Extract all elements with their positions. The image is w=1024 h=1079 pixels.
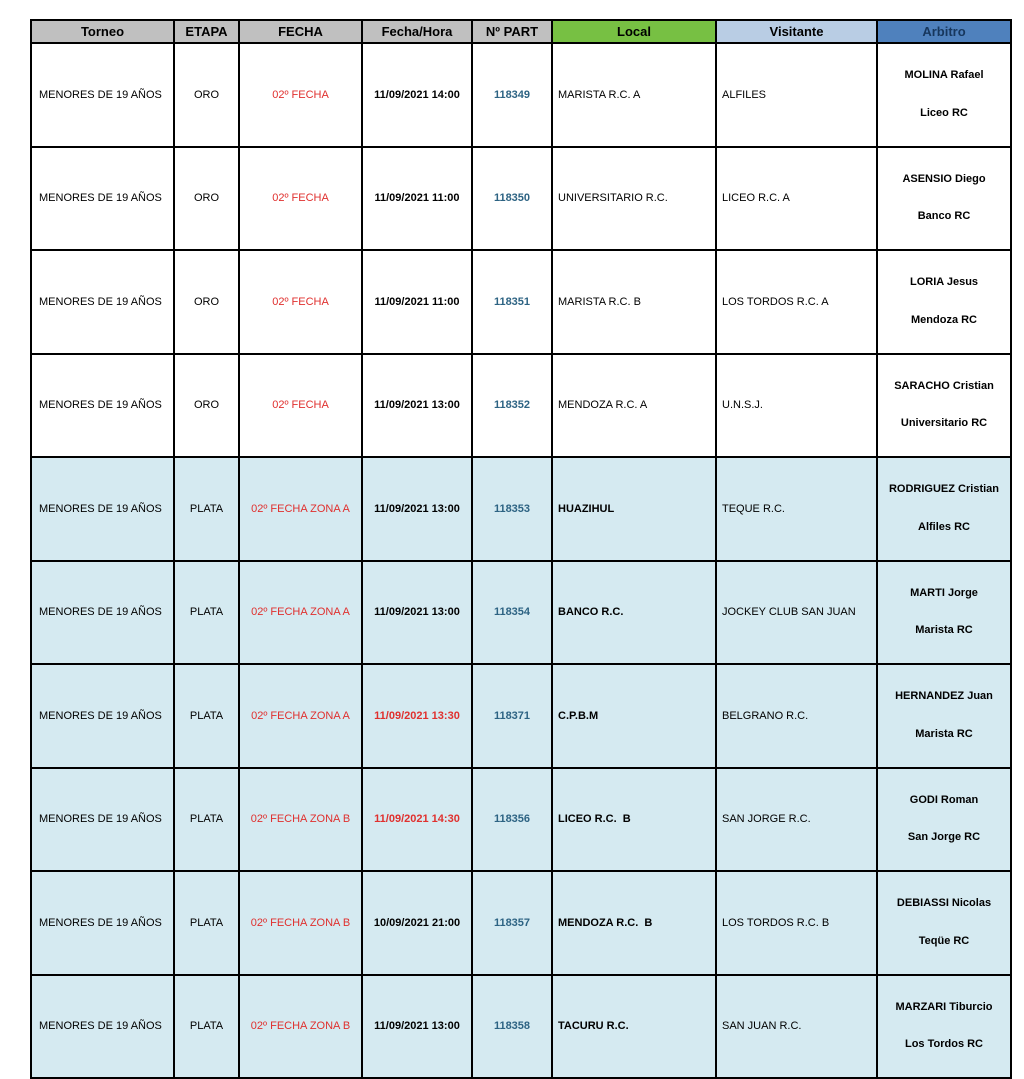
- tournament-cell: MENORES DE 19 AÑOS: [31, 354, 174, 458]
- fixture-row: [31, 871, 1011, 975]
- local-team-cell: C.P.B.M: [552, 664, 716, 768]
- local-team-cell: LICEO R.C. B: [552, 768, 716, 872]
- visiting-team-cell: BELGRANO R.C.: [716, 664, 877, 768]
- tournament-cell: MENORES DE 19 AÑOS: [31, 871, 174, 975]
- datetime-cell: 10/09/2021 21:00: [362, 871, 472, 975]
- stage-cell: ORO: [174, 354, 239, 458]
- fixture-row: [31, 147, 1011, 251]
- referee-club: Alfiles RC: [918, 520, 970, 533]
- referee-club: Mendoza RC: [911, 313, 977, 326]
- round-cell: 02º FECHA ZONA A: [239, 561, 362, 665]
- referee-name: RODRIGUEZ Cristian: [888, 483, 999, 495]
- match-number-link[interactable]: 118356: [472, 768, 552, 872]
- local-team-cell: MENDOZA R.C. A: [552, 354, 716, 458]
- match-number-link[interactable]: 118371: [472, 664, 552, 768]
- referee-club: Los Tordos RC: [904, 1038, 983, 1051]
- local-team-cell: TACURU R.C.: [552, 975, 716, 1079]
- datetime-cell: 11/09/2021 13:00: [362, 354, 472, 458]
- round-cell: 02º FECHA ZONA B: [239, 768, 362, 872]
- col-header-fecha-hora: Fecha/Hora: [362, 20, 472, 43]
- referee-club: Marista RC: [915, 624, 973, 637]
- visiting-team-cell: LOS TORDOS R.C. B: [716, 871, 877, 975]
- round-cell: 02º FECHA: [239, 354, 362, 458]
- local-team-cell: UNIVERSITARIO R.C.: [552, 147, 716, 251]
- referee-name: MARZARI Tiburcio: [895, 1000, 993, 1013]
- referee-cell: [877, 871, 1011, 975]
- referee-cell: [877, 147, 1011, 251]
- local-team-cell: MARISTA R.C. B: [552, 250, 716, 354]
- stage-cell: PLATA: [174, 871, 239, 975]
- datetime-cell: 11/09/2021 11:00: [362, 147, 472, 251]
- round-cell: 02º FECHA: [239, 147, 362, 251]
- stage-cell: ORO: [174, 250, 239, 354]
- visiting-team-cell: U.N.S.J.: [716, 354, 877, 458]
- visiting-team-cell: TEQUE R.C.: [716, 457, 877, 561]
- referee-cell: [877, 354, 1011, 458]
- round-cell: 02º FECHA ZONA A: [239, 457, 362, 561]
- tournament-cell: MENORES DE 19 AÑOS: [31, 664, 174, 768]
- tournament-cell: MENORES DE 19 AÑOS: [31, 457, 174, 561]
- fixture-row: [31, 975, 1011, 1079]
- col-header-etapa: ETAPA: [174, 20, 239, 43]
- datetime-cell: 11/09/2021 13:30: [362, 664, 472, 768]
- datetime-cell: 11/09/2021 11:00: [362, 250, 472, 354]
- col-header-fecha: FECHA: [239, 20, 362, 43]
- match-number-link[interactable]: 118351: [472, 250, 552, 354]
- referee-club: San Jorge RC: [907, 831, 981, 844]
- local-team-cell: MENDOZA R.C. B: [552, 871, 716, 975]
- tournament-cell: MENORES DE 19 AÑOS: [31, 147, 174, 251]
- round-cell: 02º FECHA: [239, 250, 362, 354]
- visiting-team-cell: SAN JORGE R.C.: [716, 768, 877, 872]
- referee-club: Banco RC: [917, 210, 971, 223]
- stage-cell: PLATA: [174, 664, 239, 768]
- local-team-cell: HUAZIHUL: [552, 457, 716, 561]
- round-cell: 02º FECHA ZONA A: [239, 664, 362, 768]
- fixtures-table: [30, 19, 1012, 1079]
- datetime-cell: 11/09/2021 13:00: [362, 457, 472, 561]
- referee-name: MARTI Jorge: [910, 586, 978, 599]
- fixture-row: [31, 664, 1011, 768]
- referee-name: HERNANDEZ Juan: [895, 690, 993, 702]
- match-number-link[interactable]: 118354: [472, 561, 552, 665]
- referee-name: ASENSIO Diego: [902, 172, 986, 185]
- tournament-cell: MENORES DE 19 AÑOS: [31, 250, 174, 354]
- referee-cell: [877, 457, 1011, 561]
- stage-cell: PLATA: [174, 457, 239, 561]
- visiting-team-cell: ALFILES: [716, 43, 877, 147]
- tournament-cell: MENORES DE 19 AÑOS: [31, 975, 174, 1079]
- datetime-cell: 11/09/2021 14:00: [362, 43, 472, 147]
- stage-cell: PLATA: [174, 975, 239, 1079]
- match-number-link[interactable]: 118353: [472, 457, 552, 561]
- referee-name: DEBIASSI Nicolas: [896, 897, 992, 909]
- referee-name: LORIA Jesus: [909, 276, 979, 288]
- referee-name: MOLINA Rafael: [904, 69, 984, 81]
- header-row: [31, 20, 1011, 43]
- visiting-team-cell: SAN JUAN R.C.: [716, 975, 877, 1079]
- col-header-visitante: Visitante: [716, 20, 877, 43]
- referee-cell: [877, 43, 1011, 147]
- visiting-team-cell: LICEO R.C. A: [716, 147, 877, 251]
- match-number-link[interactable]: 118349: [472, 43, 552, 147]
- datetime-cell: 11/09/2021 14:30: [362, 768, 472, 872]
- match-number-link[interactable]: 118357: [472, 871, 552, 975]
- tournament-cell: MENORES DE 19 AÑOS: [31, 561, 174, 665]
- visiting-team-cell: JOCKEY CLUB SAN JUAN: [716, 561, 877, 665]
- fixture-row: [31, 457, 1011, 561]
- referee-name: SARACHO Cristian: [894, 379, 994, 392]
- fixture-row: [31, 561, 1011, 665]
- referee-club: Teqüe RC: [918, 934, 970, 947]
- datetime-cell: 11/09/2021 13:00: [362, 561, 472, 665]
- match-number-link[interactable]: 118352: [472, 354, 552, 458]
- local-team-cell: MARISTA R.C. A: [552, 43, 716, 147]
- round-cell: 02º FECHA ZONA B: [239, 975, 362, 1079]
- col-header-num-part: Nº PART: [472, 20, 552, 43]
- match-number-link[interactable]: 118350: [472, 147, 552, 251]
- visiting-team-cell: LOS TORDOS R.C. A: [716, 250, 877, 354]
- stage-cell: PLATA: [174, 561, 239, 665]
- tournament-cell: MENORES DE 19 AÑOS: [31, 768, 174, 872]
- stage-cell: ORO: [174, 43, 239, 147]
- fixture-row: [31, 768, 1011, 872]
- fixtures-table-container: [30, 19, 1012, 1079]
- fixture-row: [31, 250, 1011, 354]
- tournament-cell: MENORES DE 19 AÑOS: [31, 43, 174, 147]
- stage-cell: ORO: [174, 147, 239, 251]
- col-header-local: Local: [552, 20, 716, 43]
- match-number-link[interactable]: 118358: [472, 975, 552, 1079]
- referee-cell: [877, 975, 1011, 1079]
- fixture-row: [31, 354, 1011, 458]
- fixtures-body: [31, 43, 1011, 1078]
- col-header-arbitro: Arbitro: [877, 20, 1011, 43]
- col-header-torneo: Torneo: [31, 20, 174, 43]
- referee-cell: [877, 664, 1011, 768]
- referee-cell: [877, 250, 1011, 354]
- referee-name: GODI Roman: [909, 793, 979, 806]
- fixture-row: [31, 43, 1011, 147]
- referee-club: Liceo RC: [920, 106, 968, 119]
- round-cell: 02º FECHA ZONA B: [239, 871, 362, 975]
- referee-club: Marista RC: [915, 727, 973, 740]
- round-cell: 02º FECHA: [239, 43, 362, 147]
- referee-club: Universitario RC: [900, 417, 988, 430]
- referee-cell: [877, 768, 1011, 872]
- datetime-cell: 11/09/2021 13:00: [362, 975, 472, 1079]
- stage-cell: PLATA: [174, 768, 239, 872]
- local-team-cell: BANCO R.C.: [552, 561, 716, 665]
- referee-cell: [877, 561, 1011, 665]
